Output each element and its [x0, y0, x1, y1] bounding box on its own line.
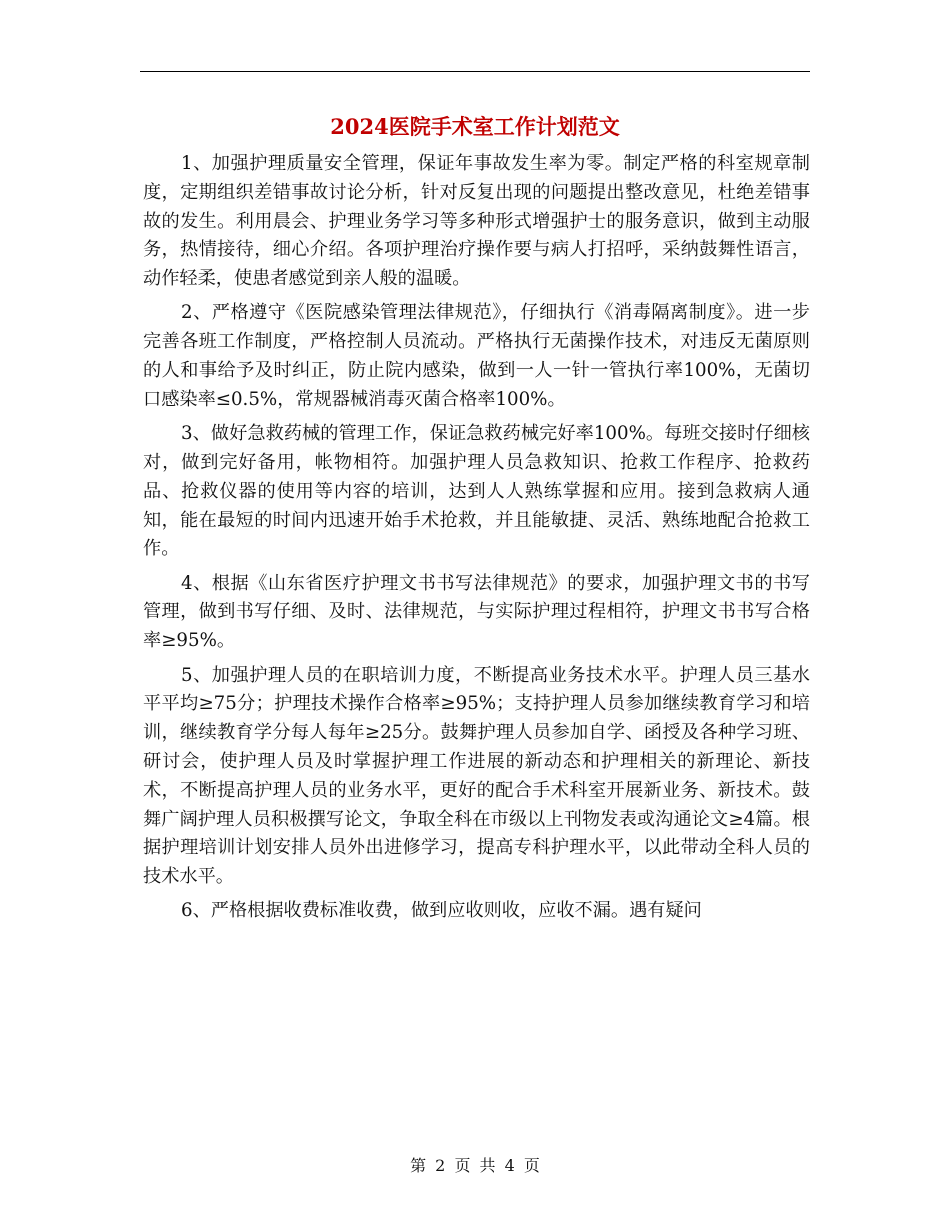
- paragraph-4: 4、根据《山东省医疗护理文书书写法律规范》的要求，加强护理文书的书写管理，做到书写仔细、及时、法律规范，与实际护理过程相符，护理文书书写合格率≥95%。: [143, 572, 810, 652]
- document-title: 2024医院手术室工作计划范文: [330, 114, 620, 139]
- paragraph-1: 1、加强护理质量安全管理，保证年事故发生率为零。制定严格的科室规章制度，定期组织差错事故讨论分析，针对反复出现的问题提出整改意见，杜绝差错事故的发生。利用晨会、护理业务学习等多种形式增强护士的服务意识，做到主动服务，热情接待，细心介绍。各项护理治疗操作要与病人打招呼，采纳鼓舞性语言，动作轻柔，使患者感觉到亲人般的温暖。: [143, 153, 810, 290]
- paragraph-6: 6、严格根据收费标准收费，做到应收则收，应收不漏。遇有疑问: [181, 900, 702, 922]
- header-rule: [140, 71, 810, 72]
- paragraph-3: 3、做好急救药械的管理工作，保证急救药械完好率100%。每班交接时仔细核对，做到完好备用，帐物相符。加强护理人员急救知识、抢救工作程序、抢救药品、抢救仪器的使用等内容的培训，达到人人熟练掌握和应用。接到急救病人通知，能在最短的时间内迅速开始手术抢救，并且能敏捷、灵活、熟练地配合抢救工作。: [143, 423, 810, 560]
- paragraph-2: 2、严格遵守《医院感染管理法律规范》，仔细执行《消毒隔离制度》。进一步完善各班工作制度，严格控制人员流动。严格执行无菌操作技术，对违反无菌原则的人和事给予及时纠正，防止院内感染，做到一人一针一管执行率100%，无菌切口感染率≤0.5%，常规器械消毒灭菌合格率100%。: [143, 302, 810, 410]
- page-number-footer: 第 2 页 共 4 页: [410, 1156, 540, 1175]
- document-body: [143, 150, 810, 932]
- paragraph-5: 5、加强护理人员的在职培训力度，不断提高业务技术水平。护理人员三基水平平均≥75分；护理技术操作合格率≥95%；支持护理人员参加继续教育学习和培训，继续教育学分每人每年≥25分。鼓舞护理人员参加自学、函授及各种学习班、研讨会，使护理人员及时掌握护理工作进展的新动态和护理相关的新理论、新技术，不断提高护理人员的业务水平，更好的配合手术科室开展新业务、新技术。鼓舞广阔护理人员积极撰写论文，争取全科在市级以上刊物发表或沟通论文≥4篇。根据护理培训计划安排人员外出进修学习，提高专科护理水平，以此带动全科人员的技术水平。: [143, 664, 810, 888]
